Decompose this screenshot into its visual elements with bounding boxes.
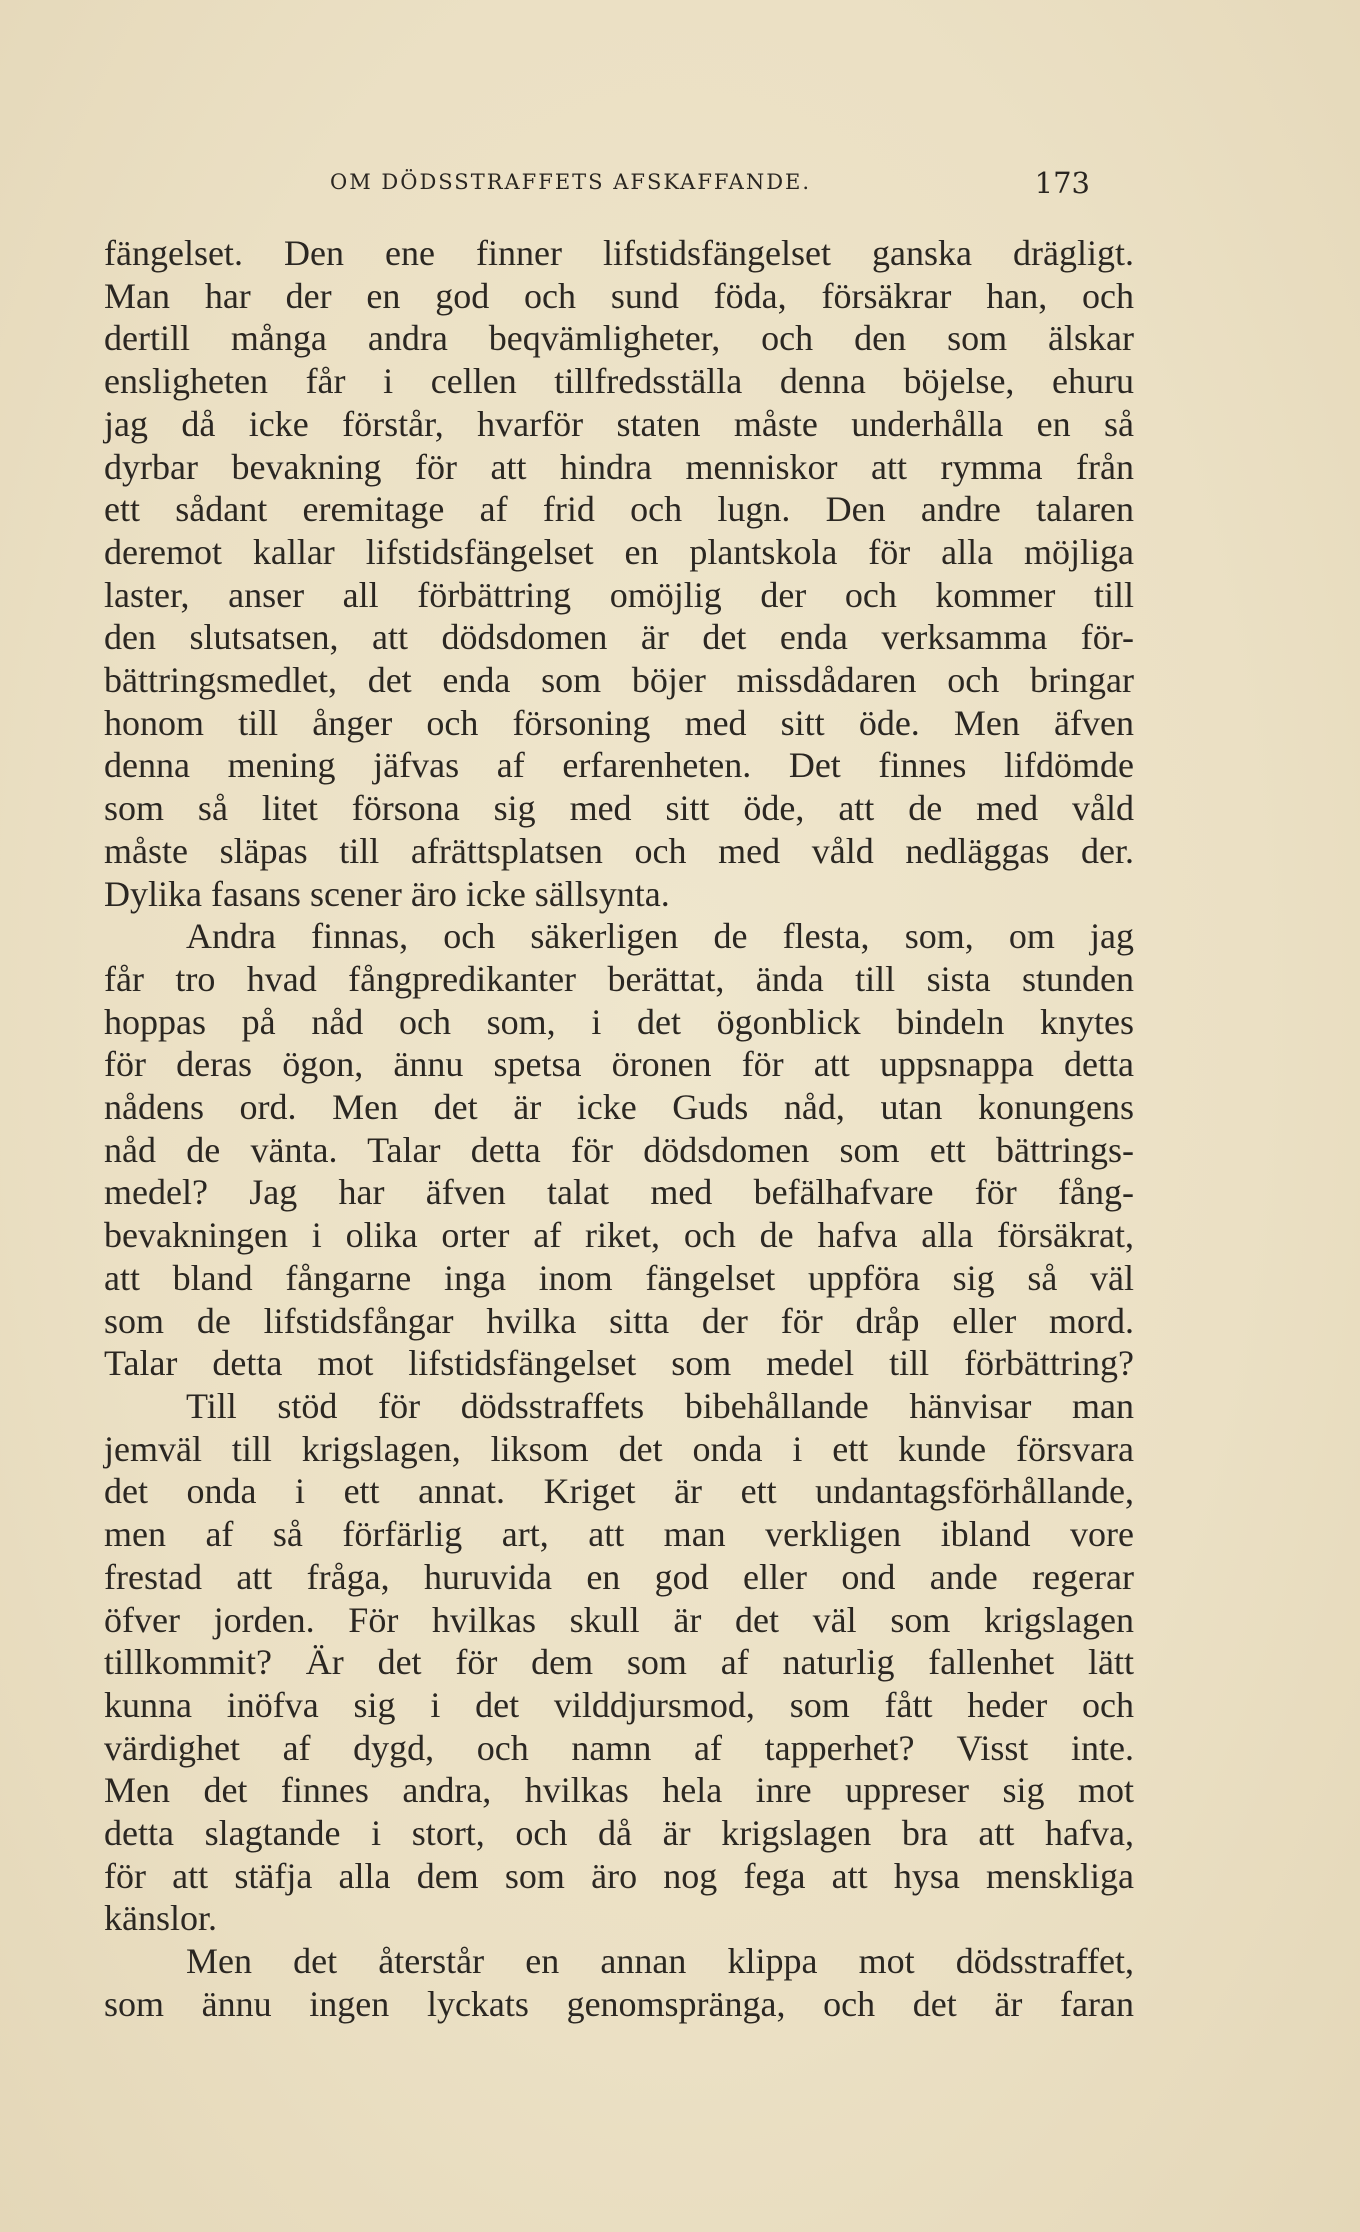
text-line: ett sådant eremitage af frid och lugn. Den andre talaren [104, 489, 1134, 530]
text-line: Till stöd för dödsstraffets bibehållande hänvisar man [186, 1385, 1134, 1426]
text-line: bättringsmedlet, det enda som böjer missdådaren och bringar [104, 660, 1134, 701]
text-line: dertill många andra beqvämligheter, och den som älskar [104, 318, 1134, 359]
text-line: denna mening jäfvas af erfarenheten. Det finnes lifdömde [104, 745, 1134, 786]
text-line: men af så förfärlig art, att man verkligen ibland vore [104, 1514, 1134, 1555]
text-line: för deras ögon, ännu spetsa öronen för att uppsnappa detta [104, 1044, 1134, 1085]
running-title: OM DÖDSSTRAFFETS AFSKAFFANDE. [330, 170, 812, 194]
text-line: måste släpas till afrättsplatsen och med våld nedläggas der. [104, 830, 1134, 871]
text-line: fängelset. Den ene finner lifstidsfängelset ganska drägligt. [104, 233, 1134, 273]
text-line: detta slagtande i stort, och då är krigslagen bra att hafva, [104, 1813, 1134, 1854]
text-line: som så litet försona sig med sitt öde, att de med våld [104, 788, 1134, 829]
text-line: känslor. [104, 1898, 217, 1939]
text-line: Men det återstår en annan klippa mot dödsstraffet, [186, 1941, 1134, 1982]
text-line: hoppas på nåd och som, i det ögonblick bindeln knytes [104, 1001, 1134, 1042]
text-line: tillkommit? Är det för dem som af naturlig fallenhet lätt [104, 1642, 1134, 1683]
page-number: 173 [1034, 166, 1090, 200]
text-line: dyrbar bevakning för att hindra menniskor att rymma från [104, 446, 1134, 487]
text-line: den slutsatsen, att dödsdomen är det enda verksamma för- [104, 617, 1134, 658]
text-line: bevakningen i olika orter af riket, och de hafva alla försäkrat, [104, 1215, 1134, 1256]
text-line: Talar detta mot lifstidsfängelset som medel till förbättring? [104, 1343, 1134, 1384]
text-line: Men det finnes andra, hvilkas hela inre uppreser sig mot [104, 1770, 1134, 1811]
text-line: Dylika fasans scener äro icke sällsynta. [104, 873, 670, 914]
text-line: nådens ord. Men det är icke Guds nåd, utan konungens [104, 1087, 1134, 1128]
body-text [104, 232, 1134, 2026]
text-line: nåd de vänta. Talar detta för dödsdomen som ett bättrings- [104, 1129, 1134, 1170]
text-line: för att stäfja alla dem som äro nog fega att hysa menskliga [104, 1855, 1134, 1896]
text-line: får tro hvad fångpredikanter berättat, ända till sista stunden [104, 958, 1134, 999]
text-line: kunna inöfva sig i det vilddjursmod, som fått heder och [104, 1684, 1134, 1725]
text-line: som ännu ingen lyckats genomspränga, och det är faran [104, 1983, 1134, 2024]
text-line: honom till ånger och försoning med sitt öde. Men äfven [104, 702, 1134, 743]
text-line: laster, anser all förbättring omöjlig der och kommer till [104, 574, 1134, 615]
text-line: ensligheten får i cellen tillfredsställa denna böjelse, ehuru [104, 361, 1134, 402]
page-header [330, 166, 1090, 206]
text-line: jag då icke förstår, hvarför staten måste underhålla en så [104, 403, 1134, 444]
text-line: som de lifstidsfångar hvilka sitta der för dråp eller mord. [104, 1300, 1134, 1341]
text-line: öfver jorden. För hvilkas skull är det väl som krigslagen [104, 1599, 1134, 1640]
text-line: jemväl till krigslagen, liksom det onda i ett kunde försvara [104, 1428, 1134, 1469]
text-line: Andra finnas, och säkerligen de flesta, som, om jag [186, 916, 1134, 957]
text-line: medel? Jag har äfven talat med befälhafvare för fång- [104, 1172, 1134, 1213]
text-line: deremot kallar lifstidsfängelset en plantskola för alla möjliga [104, 531, 1134, 572]
text-line: det onda i ett annat. Kriget är ett undantagsförhållande, [104, 1471, 1134, 1512]
text-line: frestad att fråga, huruvida en god eller ond ande regerar [104, 1556, 1134, 1597]
text-line: värdighet af dygd, och namn af tapperhet? Visst inte. [104, 1727, 1134, 1768]
text-line: att bland fångarne inga inom fängelset uppföra sig så väl [104, 1257, 1134, 1298]
text-line: Man har der en god och sund föda, försäkrar han, och [104, 275, 1134, 316]
